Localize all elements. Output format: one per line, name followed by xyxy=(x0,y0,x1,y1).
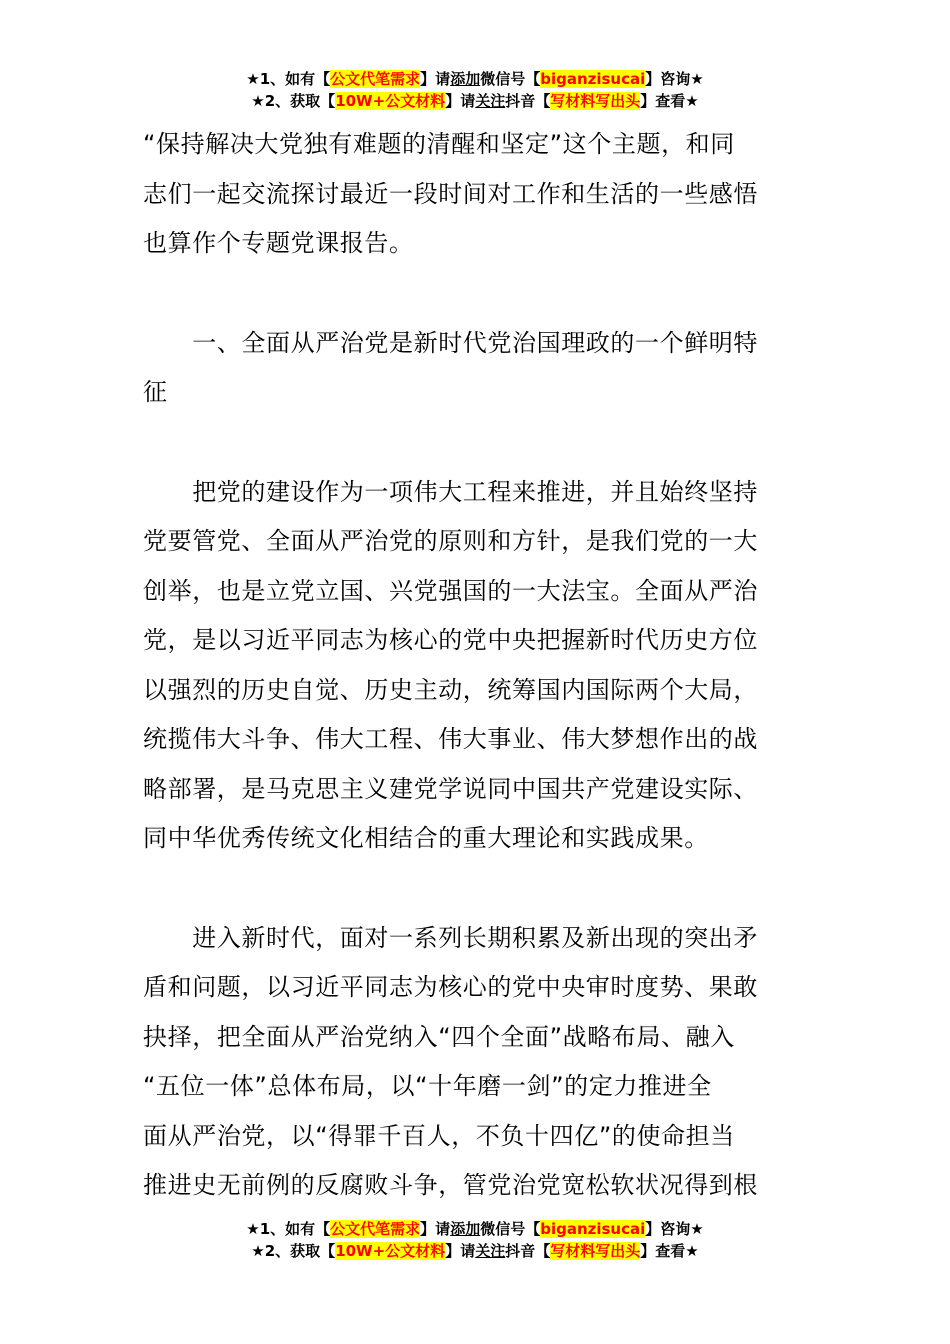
text-line: 党，是以习近平同志为核心的党中央把握新时代历史方位 xyxy=(143,626,758,654)
text-line: 志们一起交流探讨最近一段时间对工作和生活的一些感悟 xyxy=(143,179,758,208)
banner-text: 】查看★ xyxy=(640,92,699,110)
banner-underlined-text: 关注 xyxy=(475,1242,506,1260)
text-line: “五位一体”总体布局，以“十年磨一剑”的定力推进全 xyxy=(143,1072,712,1100)
banner-text: 】请 xyxy=(445,92,476,110)
text-line: 也算作个专题党课报告。 xyxy=(143,229,414,257)
banner-text: 】请 xyxy=(445,1242,476,1260)
banner-highlight: 写材料写出头 xyxy=(550,92,641,110)
banner-highlight: 10W+公文材料 xyxy=(335,92,446,110)
text-line: 一、全面从严治党是新时代党治国理政的一个鲜明特 xyxy=(143,328,758,357)
text-line: 面从严治党，以“得罪千百人，不负十四亿”的使命担当 xyxy=(143,1121,735,1150)
banner-highlight: biganzisucai xyxy=(540,70,646,88)
paragraph-gap xyxy=(143,418,809,468)
banner-text: 】请 xyxy=(420,70,451,88)
header-banner-line-2 xyxy=(0,90,950,112)
text-line: 进入新时代，面对一系列长期积累及新出现的突出矛 xyxy=(143,923,758,952)
paragraph-gap xyxy=(143,864,809,914)
section-heading xyxy=(143,319,809,418)
paragraph-gap xyxy=(143,269,809,319)
header-banner xyxy=(0,68,950,112)
banner-text: 】咨询★ xyxy=(645,70,704,88)
banner-text: ★1、如有【 xyxy=(246,1220,331,1238)
text-line: 党要管党、全面从严治党的原则和方针，是我们党的一大 xyxy=(143,527,758,555)
text-line: 同中华优秀传统文化相结合的重大理论和实践成果。 xyxy=(143,824,709,852)
text-line: 抉择，把全面从严治党纳入“四个全面”战略布局、融入 xyxy=(143,1022,735,1051)
banner-highlight: biganzisucai xyxy=(540,1220,646,1238)
banner-highlight: 公文代笔需求 xyxy=(330,1220,421,1238)
banner-highlight: 公文代笔需求 xyxy=(330,70,421,88)
paragraph-party-building xyxy=(143,468,809,864)
banner-text: ★2、获取【 xyxy=(251,92,336,110)
banner-text: 】查看★ xyxy=(640,1242,699,1260)
text-line: 创举，也是立党立国、兴党强国的一大法宝。全面从严治 xyxy=(143,576,758,605)
banner-text: 抖音【 xyxy=(505,92,551,110)
text-line: 把党的建设作为一项伟大工程来推进，并且始终坚持 xyxy=(143,477,758,506)
document-body xyxy=(143,120,809,1211)
text-line: 以强烈的历史自觉、历史主动，统筹国内国际两个大局， xyxy=(143,675,758,704)
banner-highlight: 写材料写出头 xyxy=(550,1242,641,1260)
banner-underlined-text: 添加 xyxy=(450,1220,481,1238)
banner-underlined-text: 关注 xyxy=(475,92,506,110)
banner-text: 】咨询★ xyxy=(645,1220,704,1238)
banner-underlined-text: 添加 xyxy=(450,70,481,88)
footer-banner-line-2 xyxy=(0,1240,950,1262)
banner-text: 】请 xyxy=(420,1220,451,1238)
text-line: 盾和问题，以习近平同志为核心的党中央审时度势、果敢 xyxy=(143,973,758,1001)
banner-text: ★1、如有【 xyxy=(246,70,331,88)
text-line: 略部署，是马克思主义建党学说同中国共产党建设实际、 xyxy=(143,774,758,803)
footer-banner xyxy=(0,1218,950,1262)
paragraph-new-era xyxy=(143,914,809,1211)
banner-text: 微信号【 xyxy=(480,1220,541,1238)
banner-highlight: 10W+公文材料 xyxy=(335,1242,446,1260)
text-line: “保持解决大党独有难题的清醒和坚定”这个主题，和同 xyxy=(143,130,735,158)
footer-banner-line-1 xyxy=(0,1218,950,1240)
text-line: 推进史无前例的反腐败斗争，管党治党宽松软状况得到根 xyxy=(143,1171,758,1199)
banner-text: 微信号【 xyxy=(480,70,541,88)
header-banner-line-1 xyxy=(0,68,950,90)
text-line: 统揽伟大斗争、伟大工程、伟大事业、伟大梦想作出的战 xyxy=(143,725,758,753)
text-line: 征 xyxy=(143,378,168,406)
banner-text: 抖音【 xyxy=(505,1242,551,1260)
paragraph-intro xyxy=(143,120,809,269)
banner-text: ★2、获取【 xyxy=(251,1242,336,1260)
